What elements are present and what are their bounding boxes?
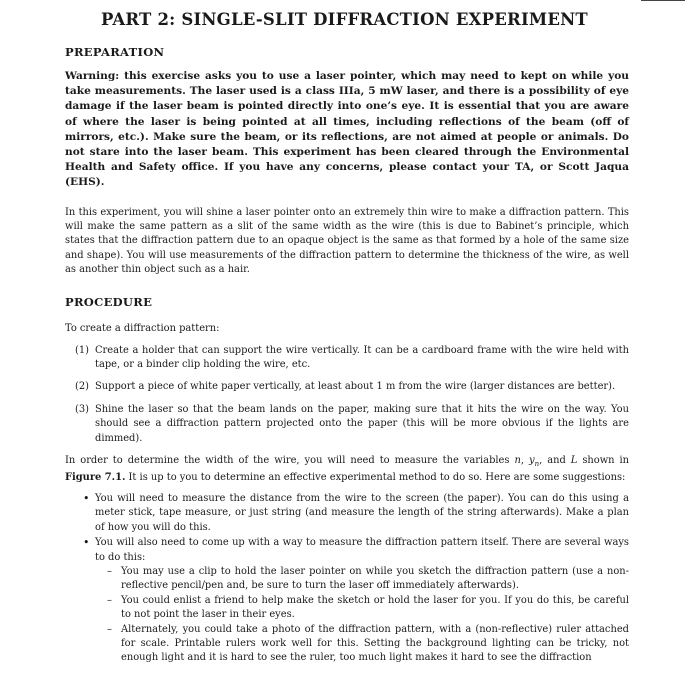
separator: ,: [520, 455, 529, 467]
procedure-heading: PROCEDURE: [65, 294, 153, 309]
step-number: (1): [75, 344, 89, 356]
procedure-step: [63, 344, 629, 373]
dash-icon: –: [107, 623, 112, 635]
dash-icon: –: [107, 594, 112, 606]
step-text: Shine the laser so that the beam lands on the paper, making sure that it hits the wire on the way. You should see a diffraction pattern projected onto the paper (this will be more obvious if the lights are dimmed).: [95, 403, 629, 444]
bullet-icon: •: [83, 536, 90, 550]
variable-subscript-n: n: [534, 460, 540, 469]
measurement-paragraph: [65, 454, 629, 486]
bullet-icon: •: [83, 491, 90, 505]
top-rule: [641, 0, 685, 1]
variable-L: L: [570, 455, 578, 467]
measurement-text: shown in: [577, 455, 630, 467]
figure-reference: Figure 7.1.: [65, 472, 126, 484]
variable-y: y: [528, 455, 535, 467]
sub-suggestion-item: [95, 565, 629, 594]
preparation-heading: PREPARATION: [65, 45, 165, 59]
intro-paragraph: In this experiment, you will shine a laser pointer onto an extremely thin wire to make a diffraction pattern. This will make the same pattern as a slit of the same width as the wire (this is due to Babinet’s principle, which states that the diffraction pattern due to an opaque object is the same as that formed by a hole of the same size and shape). You will use measurements of the diffraction pattern to determine the thickness of the wire, as well as another thin object such as a hair.: [65, 206, 629, 276]
procedure-steps: [63, 344, 629, 446]
step-text: Support a piece of white paper vertically, at least about 1 m from the wire (larger distances are better).: [95, 381, 616, 393]
separator: , and: [539, 455, 571, 467]
step-text: Create a holder that can support the wire vertically. It can be a cardboard frame with the wire held with tape, or a binder clip holding the wire, etc.: [95, 344, 629, 371]
sub-suggestion-item: [95, 594, 629, 623]
sub-suggestions-list: [95, 565, 629, 666]
suggestions-list: [63, 492, 629, 666]
sub-suggestion-text: You could enlist a friend to help make the sketch or hold the laser for you. If you do this, be careful to not point the laser in their eyes.: [121, 594, 629, 621]
suggestion-text: You will also need to come up with a way to measure the diffraction pattern itself. There are several ways to do this:: [95, 537, 629, 563]
dash-icon: –: [107, 565, 112, 577]
step-number: (3): [75, 403, 89, 415]
variable-yn: [528, 455, 540, 469]
document-page: [63, 8, 629, 667]
suggestion-text: You will need to measure the distance from the wire to the screen (the paper). You can do this using a meter stick, tape measure, or just string (and measure the length of the string afterwards). Make a plan of how you will do this.: [95, 492, 629, 533]
warning-paragraph: Warning: this exercise asks you to use a laser pointer, which may need to kept on while you take measurements. The laser used is a class IIIa, 5 mW laser, and there is a possibility of eye damage if the laser beam is pointed directly into one’s eye. It is essential that you are aware of where the laser is being pointed at all times, including reflections of the beam (off of mirrors, etc.). Make sure the beam, or its reflections, are not aimed at people or animals. Do not stare into the laser beam. This experiment has been cleared through the Environmental Health and Safety office. If you have any concerns, please contact your TA, or Scott Jaqua (EHS).: [65, 70, 629, 189]
suggestion-item: [63, 492, 629, 535]
procedure-step: [63, 403, 629, 446]
step-number: (2): [75, 381, 89, 393]
sub-suggestion-text: You may use a clip to hold the laser pointer on while you sketch the diffraction pattern (use a non-reflective pencil/pen and, be sure to turn the laser off immediately afterwards).: [121, 565, 629, 592]
procedure-step: [63, 380, 629, 394]
measurement-text: It is up to you to determine an effective experimental method to do so. Here are some suggestions:: [125, 472, 626, 484]
procedure-intro: To create a diffraction pattern:: [65, 322, 220, 334]
page-title: PART 2: SINGLE-SLIT DIFFRACTION EXPERIMENT: [101, 10, 588, 29]
measurement-text: In order to determine the width of the wire, you will need to measure the variables: [65, 455, 515, 467]
suggestion-item: [63, 536, 629, 666]
sub-suggestion-item: [95, 623, 629, 666]
variable-n: n: [514, 455, 521, 467]
sub-suggestion-text: Alternately, you could take a photo of the diffraction pattern, with a (non-reflective) ruler attached for scale. Printable rulers work well for this. Setting the background lighting can be tricky, not enough light and it is hard to see the ruler, too much light makes it hard to see the diffraction: [121, 623, 629, 664]
